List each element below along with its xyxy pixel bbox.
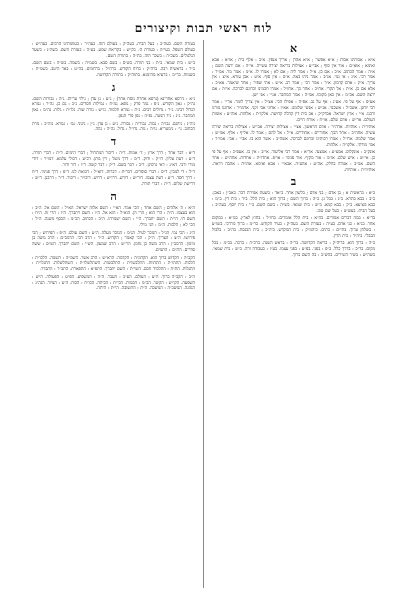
- page-title: לוח ראשי תבות וקיצורים: [134, 21, 273, 35]
- entry-paragraph: בד״א : במה דברים אמורים. בה״א : בית הלל אומרים. בחו״ל : בחוץ לארץ. במ״א : במקום אחר. בנ״א : בני אדם. בע״ה : בעזרת השם. בעה״ק : בעיר הקודש. בר״מ : ברוך מרדכי. בשו״ע : בשלחן ערוך. בתי״ם : בתים. ביהמ״ק : בית המקדש. ביה״כ : בית הכנסת. בה״ב : בלבול הבבלי. ביה״ד : בית הדין.: [211, 216, 375, 239]
- entry-paragraph: ה״א : ה׳ אלהים ; השם אחד ; הכי אמר. הא״י : השם אלוה ישראל. הא״ל : השם אל. ה״ב : הוא בעצמו. ה״ה : הרי הוא ; הרי הן. הוא״ל : הוא אל. ה״ו : השם ויתברך. ה״ז : הרי זה. ה״ח : השם חי. הי״ת : השם יתברך. ה״י : השם ישמרהו. ה״כ : הכתוב. הכ״מ : הכסף משנה. ה״ל : הכי לא ; הלכות. ה״מ : הני מילי.: [32, 205, 196, 228]
- entry-paragraph: ה״ב : הקב״ה ברוך. ה״ע : העולם. הע״ב : העבר. ה״ה : המשפיע. הפ״ע : הפעולה. ה״ש : השפעה. הקו״ש : הקשר. הכ״מ : הכמות. הכי״ת : הכיתה. הכו״ח : הכוח. ה״צ : הציור. הנה״ג : הנהגה. המשכ״ה : המשכה. ה״ת : התשובה. הי״ת : היתה.: [32, 274, 196, 292]
- entry-paragraph: אע״פ : אף על פי. אע״ג : אף על גב. אפ״ה : אפילו הכי. אצ״ל : אין צריך לומר. אר״י : אמר רבי יוחנן. אשכ״ל : אשכנזי. אנ״ש : אנשי שלומנו. אא״ז : אדוני אבי זקני. אדמו״ר : אדוננו מורנו ורבנו. א״י : ארץ ישראל. אבדק״ק : אב בית דין קהלה קדושה. אלקו״ת : אלהות. אוה״ע : אומות העולם. אד״ש : אדם שלם. או״ח : אורח חיים.: [211, 100, 375, 123]
- column-left: [32, 40, 195, 588]
- entry-paragraph: בעזרת השם. בעה״ב : בעל הבית. בעה״ק : בעולם הזה. בעה״ר : בעוונותינו הרבים. בעה״ש : בעולם השפל. בעי״ה : בעזרת ה׳. בק״ש : בקריאת שמע. בע״ה : בעזרת השם. בשה״ג : בשער הגלגולים. בשכ״ה : בשכר הוה. בת״ה : בתורת השם.: [32, 42, 196, 59]
- section-letter: ג: [111, 80, 116, 94]
- column-right: [212, 40, 375, 588]
- entry-paragraph: אותיו״ת : אותיות. אדה״ר : אדם הראשון. אצ״י : אצילות יצירה. אבי״ע : אצילות בריאה יצירה עשיה. אחה״כ : אחר הכך. אחוריים : אחוריים. א״ל : אל להם ; אמר לו. אל״ף : אלף. אמ״ש : אמר שלמה. ארז״ל : אמרו רבותינו זכרונם לברכה. אשה״ב : אשר הוא בו. אב״י : אבי. אמו״ר : אמי מורתי. אלקו״ה : אלהות.: [211, 125, 375, 148]
- entry-paragraph: ד״א : דבר אחר ; דרך ארץ ; ד׳ אמות. ד״ה : דיבור המתחיל ; דברי הימים. ד״ת : דברי תורה. ד״ע : דעת עליון. דו״ק : ודוק. ד״מ : דרך משל ; דין מתן. דכ״ע : דכולי עלמא. דמו״ר : דודי מורי ורבי. דא״ג : דאי גרסינן. ד״ב : דבר בשם. ד״ק : דבר קשה. ד״ו : דור ודור.: [32, 151, 196, 168]
- entry-paragraph: אונק״ב : אונקלוס. אמצ״ע : אמצעי. אר״א : אמר רבי אליעזר. אי״ב : אין בו. אעפ״כ : אף על פי כן. אי״ש : איש שלם. או״מ : אור מקיף. אור פנימי : או״פ. אחדו״ת : אחדות. אחה״ש : אחר השם. אגו״ב : אגודה בחלק. אה״ע : אהע״ה. אבא״י : אבא ואימא. אהו״ה : אהבה ויראה. אותיוו״ת : אותיות.: [211, 150, 375, 173]
- entry-paragraph: ב״א : בראשית א ; בן אדם ; בני אדם ; בלשון אחר. ב״אד : בשעת אמירת דבר. באב״ן : באבן. ב״ב : בבא בתרא. ב״ג : בבל גן. ב״ה : ברוך השם ; ברוך הוא ; בית הלל. ב״ד : בית דין. ב״מ : בבא מציעא. ב״ק : בבא קמא. ב״ש : בית שמאי. בש״ה : בשם השם. ב״י : בית יוסף. בעה״ב : בעל הבית. בעש״ט : בעל שם טוב.: [211, 191, 375, 214]
- entry-paragraph: ב״ש : בית שמאי. ב״ת : בני תורה. בש״ס : בשם סבא. בשמ״ה : בשמה. בש״ה : בשם השם. ב״ר : בראשית רבה. ברה״ק : ברוח הקודש. ברח״ל : ברחמים. בה״ט : באר היטב. בשמ״ת : בשמות. בר״מ : ברעיא מהימנא. בתוה״ק : בתורה הקדושה.: [32, 61, 196, 78]
- entry-paragraph: גיה״נ : גיהנם. גבו״ה : גבוה. גבור״ה : גבורה. ג״ע : גן עדן. ג״ן : גינוני. גמ׳ : גמרא. גזה״כ : גזרת הכתוב. גי׳ : גימטריא. גו״ה : גוה. גדו״ל : גדול. גה״ה : גהה.: [32, 121, 196, 133]
- entry-paragraph: הקב״ה : הקדוש ברוך הוא. הקדמ״ה : הקדמה. הרא״ש : הרב אשר. השמ״ה : השמה. הלכו״ת : הלכות. התהו״ת : התהוות. התלבשו״ת : התלבשות. השתלשלו״ת : השתלשלות. התגלו״ת : התגלות. הת״ח : התלמיד חכם. השי״ת : השם יתברך. התפ״א : התפארת. התב״ר : התברר.: [32, 255, 196, 272]
- section-letter: ה: [110, 189, 117, 203]
- entry-paragraph: ד״ל : די למבין. ד״ס : דברי סופרים. דבר״ת : דברות. דזא״ל : דבזאת לנו. ד״פ : דרך פנימי. ד״ח : דרך חסד. ד״ע : דעת עצמו. דור״ש : דורש. דרו״ש : דרוש. דיבו״ר : דיבור. ד״ר : דרבנן. ד״ש : דרישת שלום. ד״ת : דברי תורה.: [32, 170, 196, 187]
- section-letter: ב: [290, 175, 297, 189]
- section-letter: א: [289, 42, 298, 55]
- entry-paragraph: ה״נ : הכי נמי. הנ״ל : הנזכר לעיל. הנ״מ : הנזכר מעלה. ה״ע : השם עולם. ה״פ : הפירוש ; הכי פירושו. ה״צ : הצריך. ה״ק : הכי קאמר ; הקדוש. ה״ר : הרב רבי. הרמב״ם : הרב משה בן מימון. הרמב״ן : הרב משה בן נחמן. הר״ש : הרב שמעון. הש״י : השם יתברך. הש״ס : ששה סדרים. הת״ם : התמים.: [32, 230, 196, 253]
- column-divider: [203, 40, 204, 588]
- section-letter: ד: [110, 135, 117, 148]
- entry-paragraph: א״א : אבותינו אבות ; א״א אפשר ; א״א אהרן ; אריך אנפין. א״ב : אלף בית ; או״א : אבא ואימא ; אוא״ם : אור אין סוף ; אבי״ע : אצילות בריאה יצירה עשייה. אי״ה : אם ירצה השם ; א״ה : אמר הכתוב. א״כ : אם כן. א״ל : אמר ליה ; אם לא ; אמרו לו. א״מ : אמר מר. אמ״ר : אמר רבי. א״נ : אי נמי. אנ״ב : אמר ניהו באה. א״ס : אין סוף. א״ע : אבן עזרא. א״צ : אין צריך. א״ק : אדם קדמון. א״ר : אמר רבי ; אמר רב. א״ש : אתי שפיר ; אחר שיאמר. אא״כ : אלא אם כן. א״ת : אל תקרי. אח״כ : אחר כך. אחז״ל : אמרו חכמינו זכרונם לברכה. אי״ה : אם ירצה השם. אכ״מ : אין כאן מקומו. אמ״ה : אמר המחבר. אנ״י : אני ישן.: [211, 58, 375, 98]
- entry-paragraph: ב״ה : ברוך הוא. בריה״ק : בריאה הקדושה. בר״ה : בראש השנה. ברכ״ה : ברכה. בכ״מ : בכל מקום. בד״כ : בדרך כלל. ב״פ : בפני. בפ״ע : בפני עצמו. בע״ז : בעבודה זרה. ב״ש : בית שמאי. בשה״ש : בשיר השירים. בהש״ב : בה השם ברוך.: [211, 241, 375, 258]
- columns: [32, 40, 375, 588]
- entry-paragraph: ג״א : גירסא אחרינא (גרסא אחרת נוסח אחר) ; ג״ע : גן עדן ; גילוי עריות. ג״ה : גבורות השם. גה״ק : גאון הקודש. ג״פ : גמר פרק ; גופא. גמ״ח : גמילות חסדים. ג״כ : גם כן. גה״ר : גמרא הגדול רבינו. ג״ר : גדולים רבים. ג״ת : גמרא תלמוד. גז״ש : גזרה שוה. גלו״ת : גלות. גה״מ : גאון המחבר. ג״נ : גיד הנשה. גפ״ה : גפן פרי הגפן.: [32, 96, 196, 119]
